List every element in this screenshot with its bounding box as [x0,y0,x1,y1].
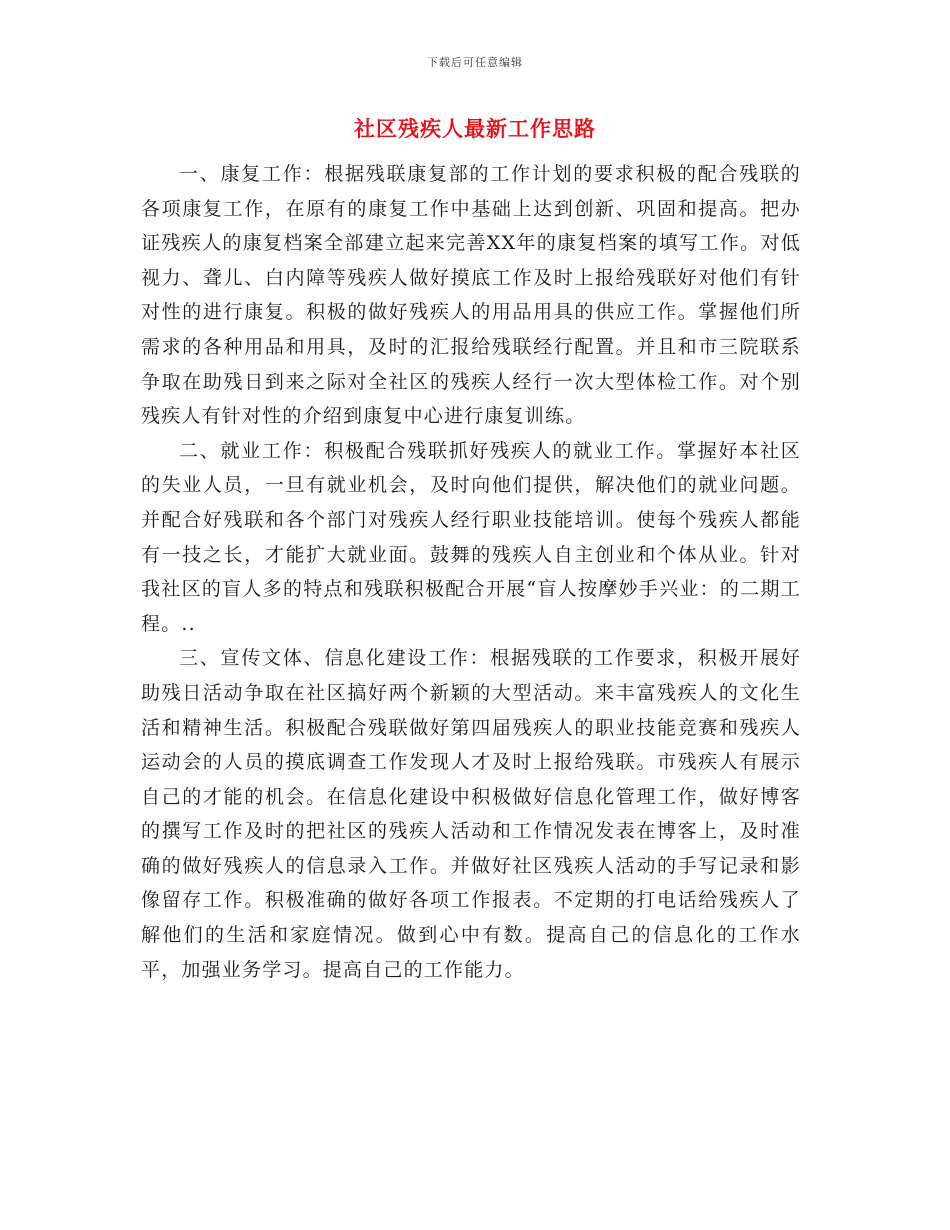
document-body [141,157,801,987]
paragraph-publicity-informatization: 三、宣传文体、信息化建设工作：根据残联的工作要求，积极开展好助残日活动争取在社区搞好两个新颖的大型活动。来丰富残疾人的文化生活和精神生活。积极配合残联做好第四届残疾人的职业技能竞赛和残疾人运动会的人员的摸底调查工作发现人才及时上报给残联。市残疾人有展示自己的才能的机会。在信息化建设中积极做好信息化管理工作，做好博客的撰写工作及时的把社区的残疾人活动和工作情况发表在博客上，及时准确的做好残疾人的信息录入工作。并做好社区残疾人活动的手写记录和影像留存工作。积极准确的做好各项工作报表。不定期的打电话给残疾人了解他们的生活和家庭情况。做到心中有数。提高自己的信息化的工作水平，加强业务学习。提高自己的工作能力。 [141,647,801,981]
header-note: 下载后可任意编辑 [427,56,523,69]
paragraph-employment: 二、就业工作：积极配合残联抓好残疾人的就业工作。掌握好本社区的失业人员，一旦有就业机会，及时向他们提供，解决他们的就业问题。并配合好残联和各个部门对残疾人经行职业技能培训。使每个残疾人都能有一技之长，才能扩大就业面。鼓舞的残疾人自主创业和个体从业。针对我社区的盲人多的特点和残联积极配合开展“盲人按摩妙手兴业：的二期工程。.. [141,439,801,635]
document-title: 社区残疾人最新工作思路 [354,116,596,141]
paragraph-rehabilitation: 一、康复工作：根据残联康复部的工作计划的要求积极的配合残联的各项康复工作，在原有的康复工作中基础上达到创新、巩固和提高。把办证残疾人的康复档案全部建立起来完善XX年的康复档案的填写工作。对低视力、聋儿、白内障等残疾人做好摸底工作及时上报给残联好对他们有针对性的进行康复。积极的做好残疾人的用品用具的供应工作。掌握他们所需求的各种用品和用具，及时的汇报给残联经行配置。并且和市三院联系争取在助残日到来之际对全社区的残疾人经行一次大型体检工作。对个别残疾人有针对性的介绍到康复中心进行康复训练。 [141,163,801,428]
